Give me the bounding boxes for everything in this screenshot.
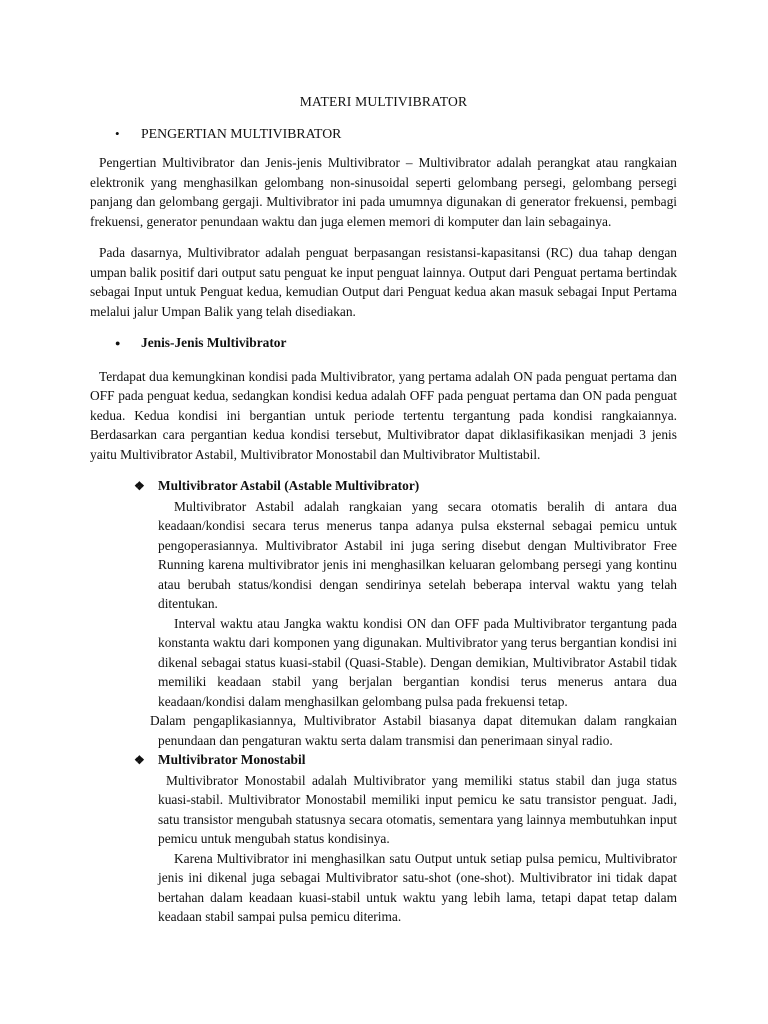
heading-text: PENGERTIAN MULTIVIBRATOR xyxy=(141,125,342,141)
paragraph: Multivibrator Astabil adalah rangkaian yang secara otomatis beralih di antara dua keadaan/kondisi secara terus menerus tanpa adanya pulsa eksternal sebagai pemicu untuk pengoperasiannya. Multivibrator Astabil ini juga sering disebut dengan Multivibrator Free Running karena multivibrator jenis ini menghasilkan keluaran gelombang persegi yang kontinu atau berubah status/kondisi dengan sendirinya setelah beberapa interval waktu yang telah ditentukan. xyxy=(158,498,677,611)
heading-text: Multivibrator Astabil (Astable Multivibrator) xyxy=(158,478,420,493)
paragraph: Dalam pengaplikasiannya, Multivibrator Astabil biasanya dapat ditemukan dalam rangkaian penundaan dan pengaturan waktu serta dalam transmisi dan penerimaan sinyal radio. xyxy=(150,713,677,748)
paragraph: Pada dasarnya, Multivibrator adalah penguat berpasangan resistansi-kapasitansi (RC) dua tahap dengan umpan balik positif dari output satu penguat ke input penguat lainnya. Output dari Penguat pertama bertindak sebagai Input untuk Penguat kedua, kemudian Output dari Penguat kedua akan masuk sebagai Input Pertama melalui jalur Umpan Balik yang telah disediakan. xyxy=(90,245,677,319)
heading-text: Multivibrator Monostabil xyxy=(158,752,306,767)
heading-monostabil xyxy=(90,750,677,771)
heading-jenis xyxy=(90,333,677,355)
paragraph: Karena Multivibrator ini menghasilkan satu Output untuk setiap pulsa pemicu, Multivibrator jenis ini dikenal juga sebagai Multivibrator satu-shot (one-shot). Multivibrator ini tidak dapat bertahan dalam keadaan kuasi-stabil untuk waktu yang lebih lama, tetapi dapat tetap dalam keadaan stabil sampai pulsa pemicu diterima. xyxy=(158,850,677,924)
bullet-icon: ● xyxy=(115,338,121,348)
heading-astabil xyxy=(90,476,677,497)
astabil-body xyxy=(90,497,677,751)
heading-text: Jenis-Jenis Multivibrator xyxy=(141,335,287,350)
monostabil-body xyxy=(90,771,677,927)
diamond-bullet-icon: ❖ xyxy=(134,753,145,767)
paragraph: Multivibrator Monostabil adalah Multivibrator yang memiliki status stabil dan juga status kuasi-stabil. Multivibrator Monostabil memiliki input pemicu ke satu transistor penguat. Jadi, satu transistor mengubah statusnya secara otomatis, sementara yang lainnya membutuhkan input pemicu untuk mengubah status kondisinya. xyxy=(158,772,677,846)
paragraph: Pengertian Multivibrator dan Jenis-jenis Multivibrator – Multivibrator adalah perangkat atau rangkaian elektronik yang menghasilkan gelombang non-sinusoidal seperti gelombang persegi, gelombang persegi panjang dan gelombang gergaji. Multivibrator ini pada umumnya digunakan di generator frekuensi, pembagi frekuensi, generator penundaan waktu dan juga elemen memori di komputer dan lain sebagainya. xyxy=(90,155,677,229)
paragraph: Terdapat dua kemungkinan kondisi pada Multivibrator, yang pertama adalah ON pada penguat pertama dan OFF pada penguat kedua, sedangkan kondisi kedua adalah OFF pada penguat pertama dan ON pada penguat kedua. Kedua kondisi ini bergantian untuk periode tertentu tergantung pada kondisi rangkaiannya. Berdasarkan cara pergantian kedua kondisi tersebut, Multivibrator dapat diklasifikasikan menjadi 3 jenis yaitu Multivibrator Astabil, Multivibrator Monostabil dan Multivibrator Multistabil. xyxy=(90,368,677,462)
heading-pengertian xyxy=(90,124,677,144)
diamond-bullet-icon: ❖ xyxy=(134,479,145,493)
paragraph: Interval waktu atau Jangka waktu kondisi ON dan OFF pada Multivibrator tergantung pada konstanta waktu dari komponen yang digunakan. Multivibrator yang terus bergantian kondisi ini dikenal sebagai status kuasi-stabil (Quasi-Stable). Dengan demikian, Multivibrator Astabil tidak memiliki keadaan stabil yang berjalan bergantian kondisi terus menerus antara dua keadaan/kondisi dalam menghasilkan gelombang pulsa pada frekuensi tetap. xyxy=(158,615,677,709)
bullet-icon: • xyxy=(115,125,120,141)
document-title: MATERI MULTIVIBRATOR xyxy=(299,94,468,109)
